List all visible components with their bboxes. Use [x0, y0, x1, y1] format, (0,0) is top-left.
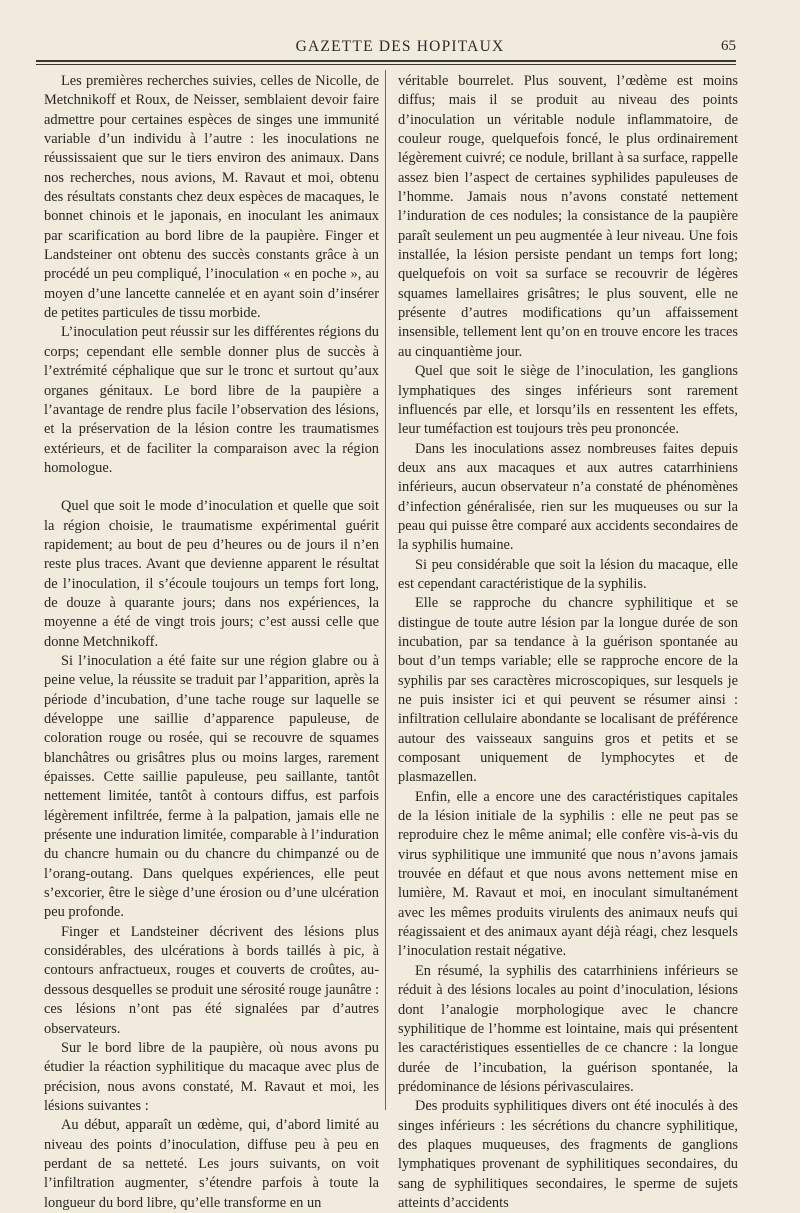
paragraph: Enfin, elle a encore une des caractéristiques capitales de la lésion initiale de la syphilis : elle ne peut pas se reproduire chez le même animal; elle confère vis-à-vis du virus syphilitique une immunité que nous n’avons jamais trouvée en défaut et que nous avons nettement mise en lumière, M. Ravaut et moi, en inoculant simultanément avec les mêmes produits virulents des animaux neufs qui réagissaient et des animaux ayant déjà réagi, chez lesquels l’inoculation restait négative.	[398, 788, 738, 960]
paragraph: Quel que soit le mode d’inoculation et quelle que soit la région choisie, le traumatisme expérimental guérit rapidement; au bout de peu d’heures ou de jours il n’en reste plus traces. Avant que devienne apparent le résultat de l’inoculation, il s’écoule toujours un temps fort long, de douze à quarante jours; dans nos expériences, la moyenne a été de vingt trois jours; c’est aussi celle que donne Metchnikoff.	[44, 498, 379, 650]
paragraph: Dans les inoculations assez nombreuses faites depuis deux ans aux macaques et aux autres catarrhiniens inférieurs, aucun observateur n’a constaté de phénomènes d’infection généralisée, rien sur les muqueuses ou sur la peau qui puisse être comparé aux accidents secondaires de la syphilis humaine.	[398, 440, 738, 554]
journal-title: GAZETTE DES HOPITAUX	[295, 38, 505, 55]
paragraph: Elle se rapproche du chancre syphilitique et se distingue de toute autre lésion par la longue durée de son incubation, par sa tendance à la guérison spontanée au bout d’un temps variable; elle se rapproche encore de la syphilis par ses caractères microscopiques, sur lesquels je ne puis insister ici et qui peuvent se résumer ainsi : infiltration cellulaire abondante se localisant de préférence autour des vaisseaux sanguins gros et petits et se composant uniquement de lymphocytes et de plasmazellen.	[398, 595, 738, 786]
paragraph: En résumé, la syphilis des catarrhiniens inférieurs se réduit à des lésions locales au point d’inoculation, lésions dont l’analogie morphologique avec le chancre syphilitique de l’homme est lointaine, mais qui présentent les caractéristiques essentielles de ce chancre : la longue durée de l’incubation, la guérison spontanée, la prédominance de lésions périvasculaires.	[398, 962, 738, 1095]
running-header	[0, 38, 800, 60]
paragraph: Quel que soit le siège de l’inoculation, les ganglions lymphatiques des singes inférieurs sont rarement influencés par elle, et lorsqu’ils en ressentent les effets, leur tuméfaction est toujours très peu prononcée.	[398, 363, 738, 438]
paragraph: Si l’inoculation a été faite sur une région glabre ou à peine velue, la réussite se traduit par l’apparition, après la période d’incubation, d’une tache rouge sur laquelle se développe une saillie d’apparence papuleuse, de coloration rouge ou rosée, qui se recouvre de squames blanchâtres ou grisâtres plus ou moins larges, rarement épaisses. Cette saillie papuleuse, peu saillante, tantôt nettement limitée, tantôt à contours diffus, est parfois légèrement infiltrée, ferme à la palpation, jamais elle ne présente une induration limitée, comparable à l’induration du chancre humain ou du chancre du chimpanzé ou de l’orang-outang. Dans quelques expériences, elle peut s’excorier, être le siège d’une érosion ou d’une ulcération peu profonde.	[44, 652, 379, 921]
right-column	[398, 72, 738, 1213]
paragraph: Les premières recherches suivies, celles de Nicolle, de Metchnikoff et Roux, de Neisser, semblaient devoir faire admettre pour certaines espèces de singes une immunité variable d’un individu à l’autre : les inoculations ne réussissaient que sur le tiers environ des animaux. Dans nos recherches, nous avions, M. Ravaut et moi, obtenu des résultats constants chez deux espèces de macaques, le bonnet chinois et le japonais, en inoculant les animaux par scarification au bord libre de la paupière. Finger et Landsteiner ont obtenu des succès constants grâce à un procédé un peu compliqué, l’inoculation « en poche », au moyen d’une lancette cannelée et en ayant soin d’insérer de petites particules de tissu morbide.	[44, 73, 379, 322]
paragraph: L’inoculation peut réussir sur les différentes régions du corps; cependant elle semble donner plus de succès à l’extrémité céphalique que sur le tronc et surtout qu’aux organes génitaux. Le bord libre de la paupière a l’avantage de rendre plus facile l’observation des lésions, et la préservation de la lésion contre les traumatismes extérieurs, et de faciliter la comparaison avec la région homologue.	[44, 324, 379, 476]
paragraph: véritable bourrelet. Plus souvent, l’œdème est moins diffus; mais il se produit au niveau des points d’inoculation un véritable nodule inflammatoire, de couleur rouge, quelquefois foncé, le plus ordinairement légèrement cuivré; ce nodule, brillant à sa surface, rappelle assez bien l’aspect de certaines syphilides papuleuses de l’homme. Jamais nous n’avons constaté nettement l’induration de ces nodules; la consistance de la paupière paraît seulement un peu augmentée à leur niveau. Une fois installée, la lésion persiste pendant un temps fort long; quelquefois on voit sa surface se recouvrir de légères squames lamellaires grisâtres; le plus souvent, elle ne présente d’autres modifications qu’un affaissement insensible, tellement lent qu’on en trouve encore les traces au cinquantième jour.	[398, 73, 738, 360]
header-rule-thick	[36, 60, 736, 62]
paragraph: Finger et Landsteiner décrivent des lésions plus considérables, des ulcérations à bords taillés à pic, à contours anfractueux, rouges et couverts de croûtes, au-dessous desquelles se produit une sérosité rouge jaunâtre : ces lésions n’ont pas été signalées par d’autres observateurs.	[44, 923, 379, 1037]
column-divider	[385, 70, 386, 1110]
header-rule-thin	[36, 64, 736, 65]
paragraph: Sur le bord libre de la paupière, où nous avons pu étudier la réaction syphilitique du macaque avec plus de précision, nous avons constaté, M. Ravaut et moi, les lésions suivantes :	[44, 1039, 379, 1114]
paragraph: Des produits syphilitiques divers ont été inoculés à des singes inférieurs : les sécrétions du chancre syphilitique, des plaques muqueuses, des fragments de ganglions lymphatiques provenant de syphilitiques secondaires, du sang de syphilitiques secondaires, le sperme de sujets atteints d’accidents	[398, 1098, 738, 1211]
paragraph: Au début, apparaît un œdème, qui, d’abord limité au niveau des points d’inoculation, diffuse peu à peu en perdant de sa netteté. Les jours suivants, on voit l’infiltration augmenter, s’étendre parfois à toute la longueur du bord libre, qu’elle transforme en un	[44, 1117, 379, 1211]
page-number: 65	[721, 38, 736, 54]
paragraph: Si peu considérable que soit la lésion du macaque, elle est cependant caractéristique de la syphilis.	[398, 556, 738, 592]
left-column	[44, 72, 379, 1213]
